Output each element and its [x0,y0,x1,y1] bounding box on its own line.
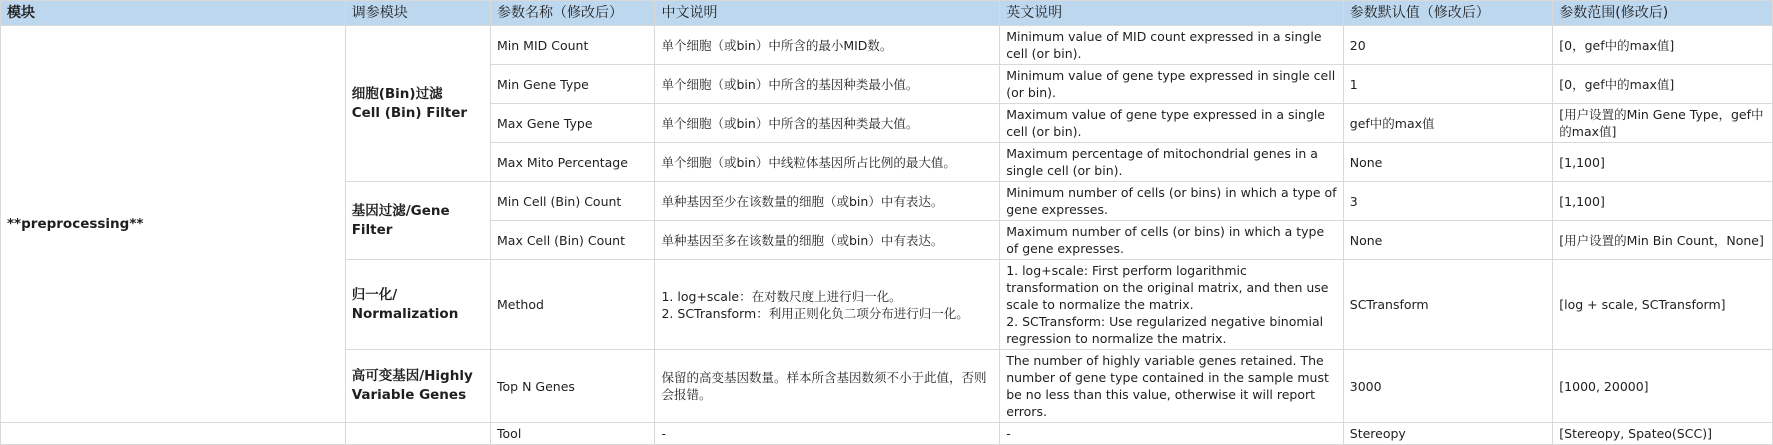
submodule-cell: 细胞(Bin)过滤 Cell (Bin) Filter [345,26,490,182]
range-cell: [用户设置的Min Gene Type，gef中的max值] [1553,104,1773,143]
default-cell: None [1343,143,1553,182]
en-desc-cell: Minimum value of MID count expressed in a single cell (or bin). [1000,26,1344,65]
table-row [1,423,1773,445]
default-cell: Stereopy [1343,423,1553,445]
cn-desc-cell: 1. log+scale：在对数尺度上进行归一化。 2. SCTransform：利用正则化负二项分布进行归一化。 [655,260,1000,350]
default-cell: 1 [1343,65,1553,104]
module-cell-empty [1,423,346,445]
cn-desc-cell: 单种基因至多在该数量的细胞（或bin）中有表达。 [655,221,1000,260]
range-cell: [0，gef中的max值] [1553,26,1773,65]
cn-desc-cell: 保留的高变基因数量。样本所含基因数须不小于此值，否则会报错。 [655,350,1000,423]
header-param-name: 参数名称（修改后） [491,1,655,26]
en-desc-cell: Minimum number of cells (or bins) in which a type of gene expresses. [1000,182,1344,221]
en-desc-cell: Maximum value of gene type expressed in a single cell (or bin). [1000,104,1344,143]
param-name-cell: Min MID Count [491,26,655,65]
en-desc-cell: Maximum percentage of mitochondrial genes in a single cell (or bin). [1000,143,1344,182]
cn-desc-cell: 单个细胞（或bin）中线粒体基因所占比例的最大值。 [655,143,1000,182]
submodule-cell-empty [345,423,490,445]
param-name-cell: Top N Genes [491,350,655,423]
en-desc-cell: The number of highly variable genes retained. The number of gene type contained in the sample must be no less than this value, otherwise it will report errors. [1000,350,1344,423]
en-desc-cell: 1. log+scale: First perform logarithmic transformation on the original matrix, and then use scale to normalize the matrix. 2. SCTransform: Use regularized negative binomial regression to normalize the matrix. [1000,260,1344,350]
param-name-cell: Max Mito Percentage [491,143,655,182]
param-name-cell: Max Cell (Bin) Count [491,221,655,260]
default-cell: 20 [1343,26,1553,65]
cn-desc-cell: 单个细胞（或bin）中所含的基因种类最小值。 [655,65,1000,104]
en-desc-cell: - [1000,423,1344,445]
submodule-cell: 高可变基因/Highly Variable Genes [345,350,490,423]
param-name-cell: Min Gene Type [491,65,655,104]
default-cell: 3 [1343,182,1553,221]
param-name-cell: Tool [491,423,655,445]
header-module: 模块 [1,1,346,26]
table-row [1,26,1773,65]
range-cell: [1,100] [1553,143,1773,182]
range-cell: [用户设置的Min Bin Count，None] [1553,221,1773,260]
header-row [1,1,1773,26]
param-name-cell: Min Cell (Bin) Count [491,182,655,221]
header-submodule: 调参模块 [345,1,490,26]
default-cell: SCTransform [1343,260,1553,350]
header-range: 参数范围(修改后) [1553,1,1773,26]
header-cn-desc: 中文说明 [655,1,1000,26]
range-cell: [1,100] [1553,182,1773,221]
submodule-cell: 归一化/ Normalization [345,260,490,350]
submodule-cell: 基因过滤/Gene Filter [345,182,490,260]
en-desc-cell: Maximum number of cells (or bins) in which a type of gene expresses. [1000,221,1344,260]
range-cell: [log + scale, SCTransform] [1553,260,1773,350]
default-cell: None [1343,221,1553,260]
param-name-cell: Max Gene Type [491,104,655,143]
cn-desc-cell: 单个细胞（或bin）中所含的基因种类最大值。 [655,104,1000,143]
header-en-desc: 英文说明 [1000,1,1344,26]
default-cell: gef中的max值 [1343,104,1553,143]
module-cell: **preprocessing** [1,26,346,423]
cn-desc-cell: 单个细胞（或bin）中所含的最小MID数。 [655,26,1000,65]
range-cell: [Stereopy, Spateo(SCC)] [1553,423,1773,445]
en-desc-cell: Minimum value of gene type expressed in single cell (or bin). [1000,65,1344,104]
param-name-cell: Method [491,260,655,350]
range-cell: [1000, 20000] [1553,350,1773,423]
range-cell: [0，gef中的max值] [1553,65,1773,104]
header-default: 参数默认值（修改后） [1343,1,1553,26]
cn-desc-cell: 单种基因至少在该数量的细胞（或bin）中有表达。 [655,182,1000,221]
cn-desc-cell: - [655,423,1000,445]
default-cell: 3000 [1343,350,1553,423]
